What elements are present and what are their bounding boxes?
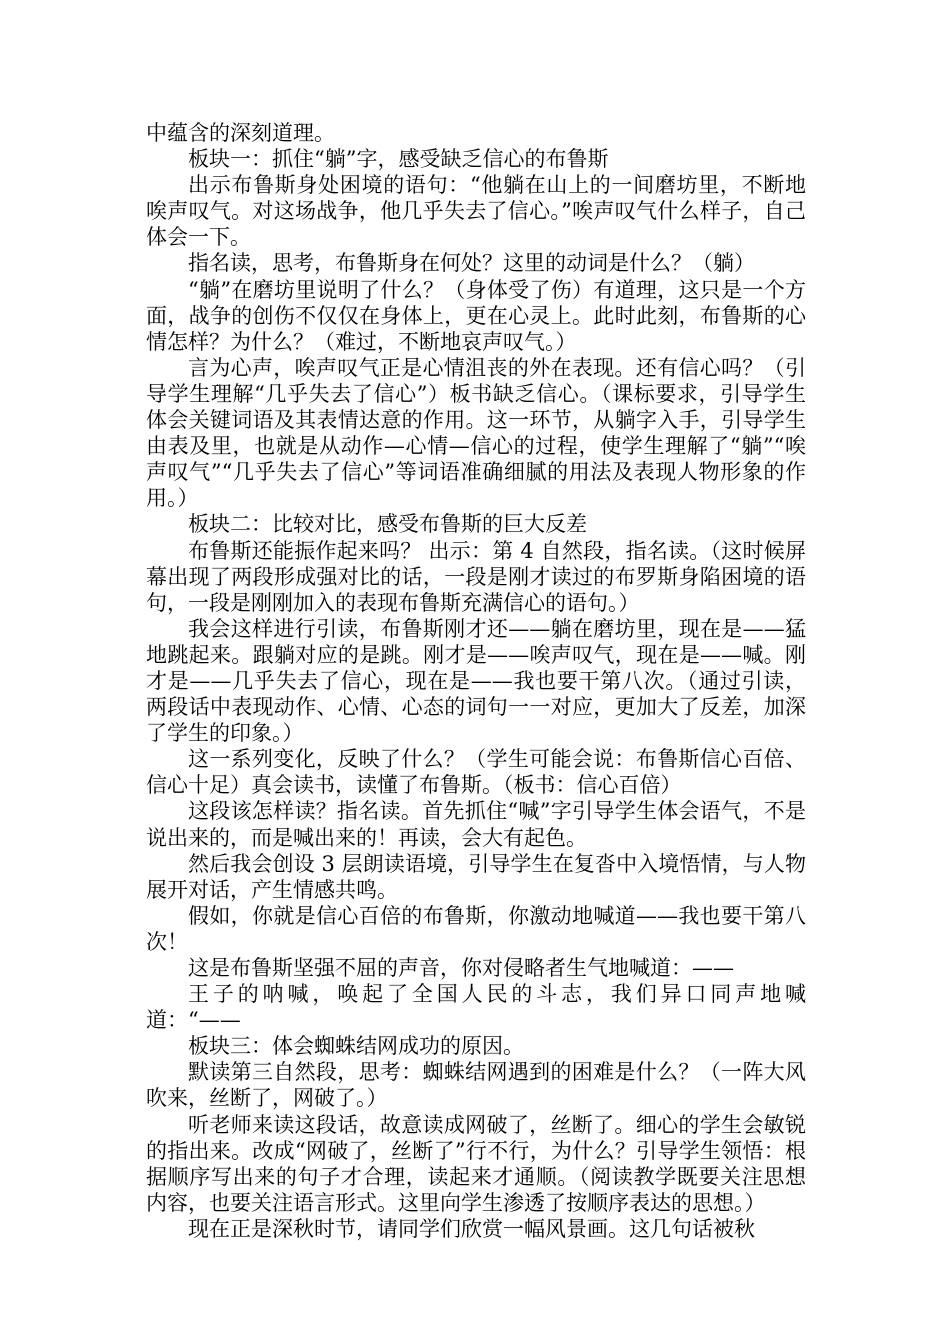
paragraph: 我会这样进行引读，布鲁斯刚才还——躺在磨坊里，现在是——猛地跳起来。跟躺对应的是跳。刚才是——唉声叹气，现在是——喊。刚才是——几乎失去了信心，现在是——我也要干第八次。（通过引读，两段话中表现动作、心情、心态的词句一一对应，更加大了反差，加深了学生的印象。）: [146, 616, 806, 746]
paragraph: 这是布鲁斯坚强不屈的声音，你对侵略者生气地喊道：——: [188, 956, 734, 980]
document-body: [146, 120, 806, 1242]
paragraph: 王子的呐喊，唤起了全国人民的斗志，我们异口同声地喊道：“——: [146, 982, 806, 1033]
section-heading-1: 板块一：抓住“躺”字，感受缺乏信心的布鲁斯: [188, 147, 609, 172]
paragraph: 指名读，思考，布鲁斯身在何处？这里的动词是什么？（躺）: [188, 251, 755, 276]
section-heading-2: 板块二：比较对比，感受布鲁斯的巨大反差: [188, 512, 587, 537]
paragraph: 默读第三自然段，思考：蜘蛛结网遇到的困难是什么？（一阵大风吹来，丝断了，网破了。）: [146, 1060, 806, 1111]
paragraph: 现在正是深秋时节，请同学们欣赏一幅风景画。这几句话被秋: [188, 1216, 755, 1241]
paragraph: 假如，你就是信心百倍的布鲁斯，你激动地喊道——我也要干第八次！: [146, 903, 806, 954]
section-heading-3: 板块三：体会蜘蛛结网成功的原因。: [188, 1034, 524, 1059]
paragraph: “躺”在磨坊里说明了什么？（身体受了伤）有道理，这只是一个方面，战争的创伤不仅仅在身体上，更在心灵上。此时此刻，布鲁斯的心情怎样？为什么？（难过，不断地哀声叹气。）: [146, 277, 806, 354]
paragraph: 然后我会创设 3 层朗读语境，引导学生在复沓中入境悟情，与人物展开对话，产生情感共鸣。: [146, 851, 806, 902]
paragraph-continuation: 中蕴含的深刻道理。: [146, 121, 335, 145]
paragraph: 言为心声，唉声叹气正是心情沮丧的外在表现。还有信心吗？（引导学生理解“几乎失去了信心”）板书缺乏信心。（课标要求，引导学生体会关键词语及其表情达意的作用。这一环节，从躺字入手，引导学生由表及里，也就是从动作—心情—信心的过程，使学生理解了“躺”“唉声叹气”“几乎失去了信心”等词语准确细腻的用法及表现人物形象的作用。）: [146, 355, 806, 511]
paragraph: 这一系列变化，反映了什么？（学生可能会说：布鲁斯信心百倍、信心十足）真会读书，读懂了布鲁斯。（板书：信心百倍）: [146, 747, 806, 798]
paragraph: 出示布鲁斯身处困境的语句：“他躺在山上的一间磨坊里，不断地唉声叹气。对这场战争，他几乎失去了信心。”唉声叹气什么样子，自己体会一下。: [146, 173, 806, 250]
paragraph: 这段该怎样读？指名读。首先抓住“喊”字引导学生体会语气，不是说出来的，而是喊出来的！再读，会大有起色。: [146, 799, 806, 850]
paragraph: 听老师来读这段话，故意读成网破了，丝断了。细心的学生会敏锐的指出来。改成“网破了，丝断了”行不行，为什么？引导学生领悟：根据顺序写出来的句子才合理，读起来才通顺。（阅读教学既要关注思想内容，也要关注语言形式。这里向学生渗透了按顺序表达的思想。）: [146, 1112, 806, 1215]
paragraph: 布鲁斯还能振作起来吗？ 出示：第 4 自然段，指名读。（这时候屏幕出现了两段形成强对比的话，一段是刚才读过的布罗斯身陷困境的语句，一段是刚刚加入的表现布鲁斯充满信心的语句。）: [146, 538, 806, 615]
